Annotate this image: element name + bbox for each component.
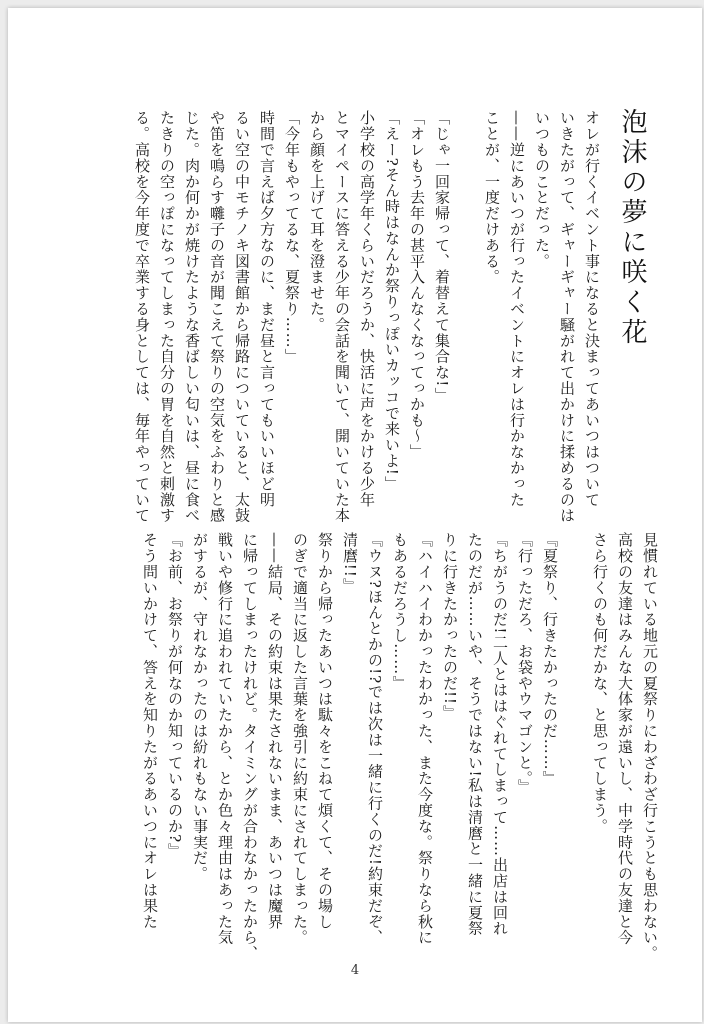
text-line: 小学校の高学年くらいだろうか、快活に声をかける少年 [358,110,376,508]
text-line: ——結局、その約束は果たされないまま、あいつは魔界 [266,532,284,930]
text-line: 祭りから帰ったあいつは駄々をこねて煩くて、その場し [316,532,334,930]
text-line: じた。肉か何かが焼けたような香ばしい匂いは、昼に食べ [183,110,201,524]
text-line: 高校の友達はみんな大体家が遠いし、中学時代の友達と今 [616,532,634,946]
text-line: とマイペースに答える少年の会話を聞いて、開いていた本 [333,110,351,524]
text-line: 「オレもう去年の甚平入んなくなってっかも〜」 [408,110,426,460]
text-line: のぎで適当に返した言葉を強引に約束にされてしまった。 [291,532,309,946]
text-line: 見慣れている地元の夏祭りにわざわざ行こうとも思わない。 [641,532,659,962]
text-line: 清麿!!』 [341,532,359,594]
text-line: 戦いや修行に追われていたから、とか色々理由はあった気 [216,532,234,946]
text-line: ——逆にあいつが行ったイベントにオレは行かなかった [508,110,526,508]
text-line: る。高校を今年度で卒業する身としては、毎年やっていて [133,110,151,524]
page-number: 4 [350,963,360,978]
text-line: 『ウヌ?ほんとかの!?では次は一緒に行くのだ!約束だぞ、 [366,532,384,946]
text-line: から顔を上げて耳を澄ませた。 [308,110,326,333]
text-line: がするが、守れなかったのは紛れもない事実だ。 [191,532,209,882]
text-line: 『お前、お祭りが何なのか知っているのか?』 [166,532,184,859]
text-line: さら行くのも何だかな、と思ってしまう。 [591,532,609,835]
text-line: 『ちがうのだ!二人とははぐれてしまって……出店は回れ [491,532,509,937]
text-line: ことが、一度だけある。 [483,110,501,285]
text-line: 「今年もやってるな、夏祭り……」 [283,110,301,365]
text-line: たのだが……いや、そうではない!私は清麿と一緒に夏祭 [466,532,484,937]
text-line [562,532,587,952]
text-line: 『行っただろ、お袋やウマゴンと。』 [516,532,534,795]
text-line: 時間で言えば夕方なのに、まだ昼と言ってもいいほど明 [258,110,276,508]
text-line: 「じゃ一回家帰って、着替えて集合な!」 [433,110,451,404]
text-line: るい空の中モチノキ図書館から帰路についていると、太鼓 [233,110,251,524]
text-line: 「えー?そん時はなんか祭りっぽいカッコで来いよ!」 [383,110,401,492]
text-line: に帰ってしまったけれど。タイミングが合わなかったから、 [241,532,259,962]
text-line: オレが行くイベント事になると決まってあいつはついて [583,110,601,508]
text-line: りに行きたかったのだ!!』 [441,532,459,721]
text-line: 『ハイハイわかったわかった、また今度な。祭りなら秋に [416,532,434,946]
upper-text-block [129,110,604,524]
book-page [8,8,702,1022]
text-line: もあるだろうし……』 [391,532,409,691]
text-line: いきたがって、ギャーギャー騒がれて出かけに揉めるのは [558,110,576,524]
text-line: いつものことだった。 [533,110,551,269]
text-line: や笛を鳴らす囃子の音が聞こえて祭りの空気をふわりと感 [208,110,226,524]
lower-text-block [137,532,662,962]
text-line: たきりの空っぽになってしまった自分の胃を自然と刺激す [158,110,176,524]
text-line: 『夏祭り、行きたかったのだ……』 [541,532,559,787]
chapter-title: 泡沫の夢に咲く花 [617,108,647,348]
text-line: そう問いかけて、答えを知りたがるあいつにオレは果た [141,532,159,930]
text-line [454,110,479,500]
